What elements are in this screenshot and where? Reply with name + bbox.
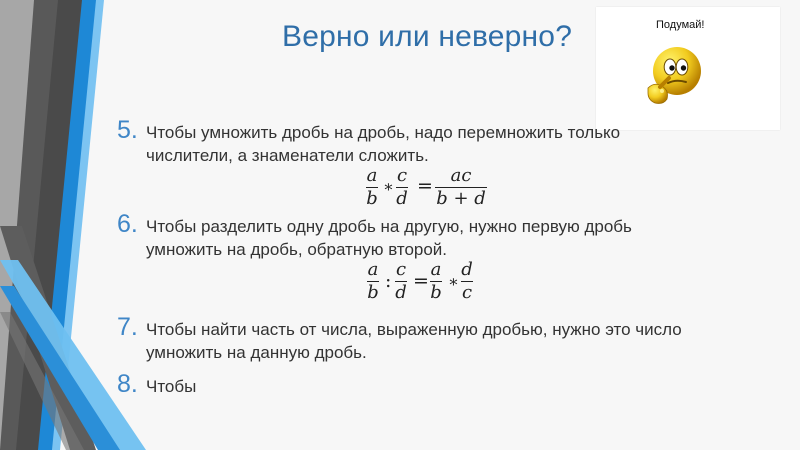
equals-operator: = (413, 270, 429, 292)
thinking-emoji-icon (638, 43, 708, 113)
formula-1 (366, 166, 496, 210)
fraction-a-b (366, 166, 378, 209)
fraction-numerator: c (395, 259, 407, 280)
callout-label: Подумай! (656, 19, 705, 31)
fraction-denominator: b (367, 282, 379, 303)
item-text: Чтобы разделить одну дробь на другую, нужно первую дробь умножить на дробь, обратную второй. (146, 217, 632, 259)
fraction-denominator: b (366, 188, 378, 209)
list-item-8 (117, 370, 757, 405)
list-item-6 (117, 210, 757, 263)
fraction-denominator: b (430, 282, 442, 303)
multiply-operator: ∗ (448, 272, 459, 291)
fraction-c-d (396, 166, 408, 209)
fraction-a-b (367, 260, 379, 303)
fraction-d-c (461, 260, 473, 303)
divide-operator: : (385, 270, 392, 292)
fraction-numerator: c (396, 165, 408, 186)
fraction-c-d (395, 260, 407, 303)
thinking-callout (596, 7, 780, 130)
page-title: Верно или неверно? (282, 20, 573, 53)
list-item-5 (117, 116, 757, 171)
list-item-7 (117, 313, 757, 366)
item-text: Чтобы найти часть от числа, выраженную дробью, нужно это число умножить на данную дробь. (146, 320, 682, 362)
fraction-ac-bd (435, 166, 487, 209)
item-number: 8. (117, 370, 138, 398)
fraction-numerator: a (430, 259, 442, 280)
fraction-denominator: b + d (436, 188, 486, 209)
fraction-numerator: a (366, 165, 378, 186)
fraction-numerator: ac (450, 165, 472, 186)
equals-operator: = (417, 175, 433, 197)
fraction-denominator: d (395, 282, 407, 303)
fraction-denominator: d (396, 188, 408, 209)
fraction-a-b-right (430, 260, 442, 303)
item-number: 5. (117, 116, 138, 144)
fraction-denominator: c (461, 282, 473, 303)
item-number: 7. (117, 313, 138, 341)
formula-2 (367, 260, 491, 310)
multiply-operator: ∗ (383, 177, 394, 196)
item-text: Чтобы (146, 377, 197, 396)
item-text: Чтобы умножить дробь на дробь, надо перемножить только числители, а знаменатели сложить. (146, 123, 621, 165)
fraction-numerator: a (367, 259, 379, 280)
fraction-numerator: d (461, 259, 473, 280)
item-number: 6. (117, 210, 138, 238)
